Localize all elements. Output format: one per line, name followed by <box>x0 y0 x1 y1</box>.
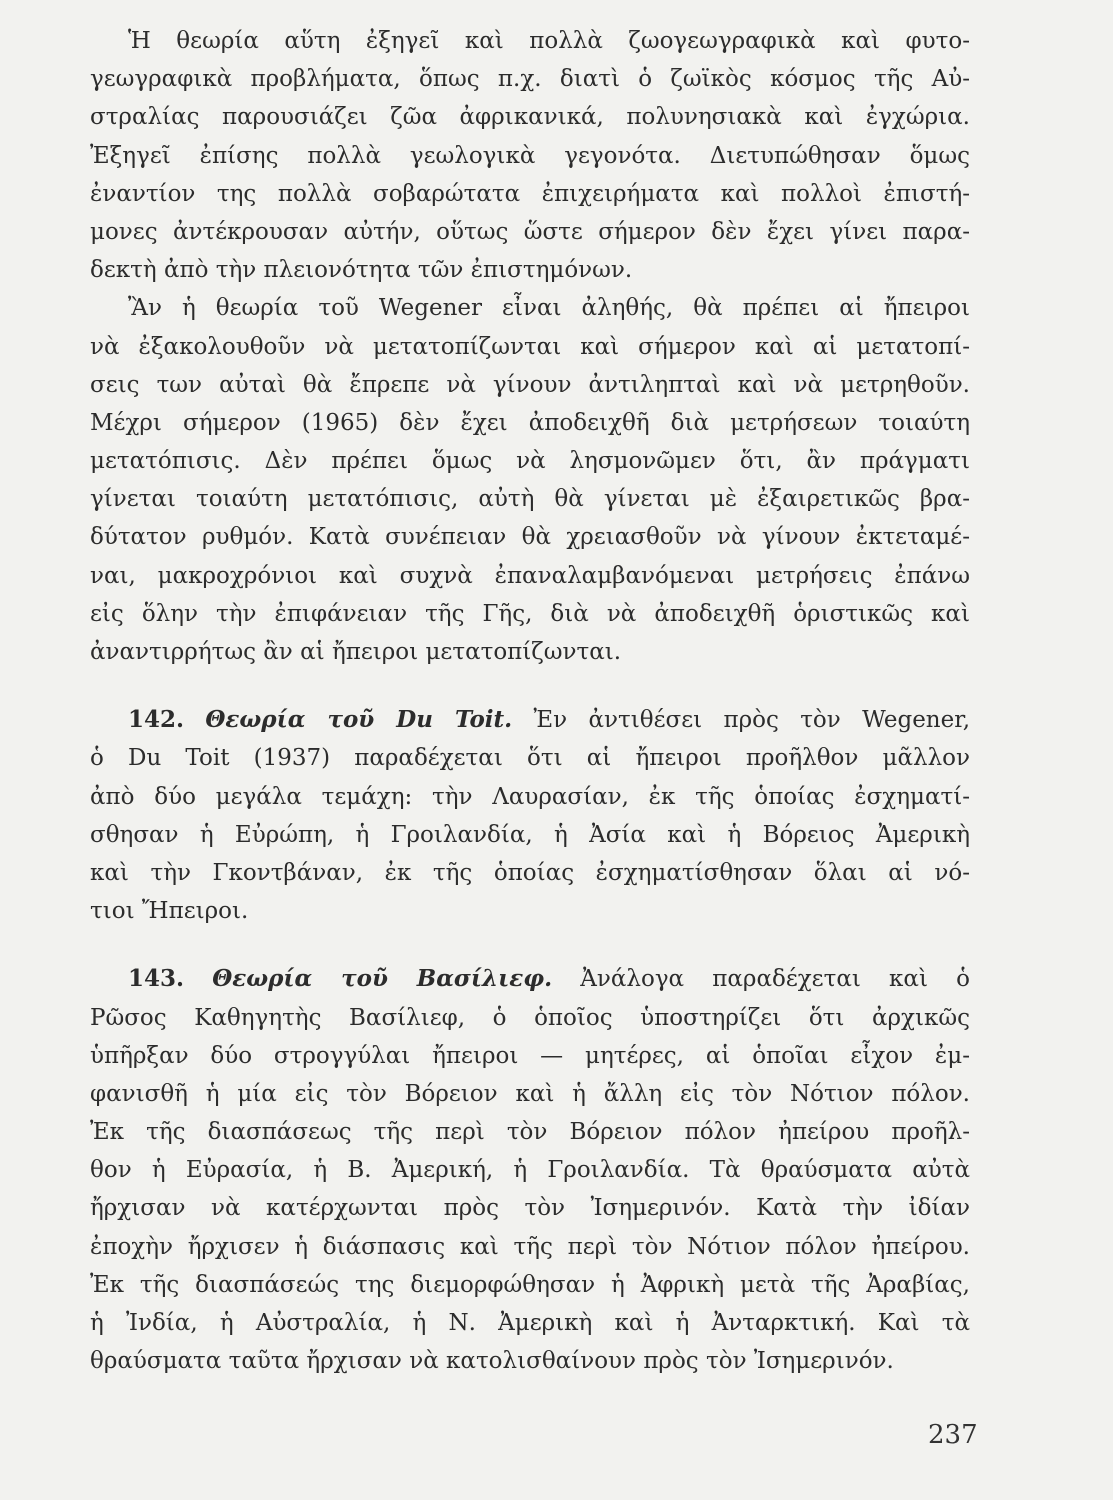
text-line: Ἐξηγεῖ ἐπίσης πολλὰ γεωλογικὰ γεγονότα. Διετυπώθησαν ὅμως <box>90 142 970 169</box>
section-title: Θεωρία τοῦ Βασίλιεφ. <box>212 965 553 993</box>
text-line: καὶ τὴν Γκοντβάναν, ἐκ τῆς ὁποίας ἐσχηματίσθησαν ὅλαι αἱ νό- <box>90 859 970 886</box>
text-line: ἀπὸ δύο μεγάλα τεμάχη: τὴν Λαυρασίαν, ἐκ τῆς ὁποίας ἐσχηματί- <box>90 783 970 810</box>
body-text <box>90 22 970 1380</box>
section-heading-rest: Ἀνάλογα παραδέχεται καὶ ὁ <box>580 966 970 993</box>
text-line: Ἐκ τῆς διασπάσεώς της διεμορφώθησαν ἡ Ἀφρικὴ μετὰ τῆς Ἀραβίας, <box>90 1271 970 1298</box>
text-line: θον ἡ Εὐρασία, ἡ Β. Ἀμερική, ἡ Γροιλανδία. Τὰ θραύσματα αὐτὰ <box>90 1157 970 1184</box>
text-line: εἰς ὅλην τὴν ἐπιφάνειαν τῆς Γῆς, διὰ νὰ ἀποδειχθῆ ὁριστικῶς καὶ <box>90 600 970 627</box>
text-line: Ἡ θεωρία αὕτη ἐξηγεῖ καὶ πολλὰ ζωογεωγραφικὰ καὶ φυτο- <box>128 28 970 54</box>
text-line: Μέχρι σήμερον (1965) δὲν ἔχει ἀποδειχθῆ διὰ μετρήσεων τοιαύτη <box>90 409 970 436</box>
text-line: ἐναντίον της πολλὰ σοβαρώτατα ἐπιχειρήματα καὶ πολλοὶ ἐπιστή- <box>90 180 970 207</box>
text-line: ναι, μακροχρόνιοι καὶ συχνὰ ἐπαναλαμβανόμεναι μετρήσεις ἐπάνω <box>90 562 970 589</box>
section-heading-line <box>90 960 970 998</box>
text-line: μετατόπισις. Δὲν πρέπει ὅμως νὰ λησμονῶμεν ὅτι, ἂν πράγματι <box>90 448 970 475</box>
text-line: τιοι Ἤπειροι. <box>90 898 249 925</box>
text-line: ἤρχισαν νὰ κατέρχωνται πρὸς τὸν Ἰσημερινόν. Κατὰ τὴν ἰδίαν <box>90 1195 970 1222</box>
text-line: στραλίας παρουσιάζει ζῶα ἀφρικανικά, πολυνησιακὰ καὶ ἐγχώρια. <box>90 104 970 131</box>
section-142 <box>90 701 970 930</box>
section-143 <box>90 960 970 1380</box>
section-heading-rest: Ἐν ἀντιθέσει πρὸς τὸν Wegener, <box>533 707 971 734</box>
text-line: ἡ Ἰνδία, ἡ Αὐστραλία, ἡ Ν. Ἀμερικὴ καὶ ἡ Ἀνταρκτική. Καὶ τὰ <box>90 1310 970 1336</box>
text-line: σεις των αὐταὶ θὰ ἔπρεπε νὰ γίνουν ἀντιληπταὶ καὶ νὰ μετρηθοῦν. <box>90 371 970 398</box>
text-line: θραύσματα ταῦτα ἤρχισαν νὰ κατολισθαίνουν πρὸς τὸν Ἰσημερινόν. <box>90 1348 894 1375</box>
text-line: σθησαν ἡ Εὐρώπη, ἡ Γροιλανδία, ἡ Ἀσία καὶ ἡ Βόρειος Ἀμερικὴ <box>90 821 970 848</box>
text-line: ἐποχὴν ἤρχισεν ἡ διάσπασις καὶ τῆς περὶ τὸν Νότιον πόλον ἠπείρου. <box>90 1233 970 1260</box>
paragraph-2 <box>90 289 970 671</box>
text-line: ὁ Du Toit (1937) παραδέχεται ὅτι αἱ ἤπειροι προῆλθον μᾶλλον <box>90 745 970 772</box>
text-line: δύτατον ρυθμόν. Κατὰ συνέπειαν θὰ χρειασθοῦν νὰ γίνουν ἐκτεταμέ- <box>90 524 970 551</box>
page-number: 237 <box>928 1420 978 1450</box>
text-line: ἀναντιρρήτως ἂν αἱ ἤπειροι μετατοπίζωνται. <box>90 639 622 665</box>
section-gap <box>90 930 970 960</box>
text-line: φανισθῆ ἡ μία εἰς τὸν Βόρειον καὶ ἡ ἄλλη εἰς τὸν Νότιον πόλον. <box>90 1080 970 1107</box>
section-heading-line <box>90 701 970 739</box>
paragraph-1 <box>90 22 970 289</box>
section-number: 143. <box>128 965 185 993</box>
text-line: μονες ἀντέκρουσαν αὐτήν, οὕτως ὥστε σήμερον δὲν ἔχει γίνει παρα- <box>90 218 970 245</box>
text-line: νὰ ἐξακολουθοῦν νὰ μετατοπίζωνται καὶ σήμερον καὶ αἱ μετατοπί- <box>90 333 970 360</box>
text-line: γεωγραφικὰ προβλήματα, ὅπως π.χ. διατὶ ὁ ζωϊκὸς κόσμος τῆς Αὐ- <box>90 66 970 93</box>
section-number: 142. <box>128 706 185 734</box>
text-line: ὑπῆρξαν δύο στρογγύλαι ἤπειροι — μητέρες, αἱ ὁποῖαι εἶχον ἐμ- <box>90 1042 970 1069</box>
text-line: Ρῶσος Καθηγητὴς Βασίλιεφ, ὁ ὁποῖος ὑποστηρίζει ὅτι ἀρχικῶς <box>90 1004 970 1031</box>
section-gap <box>90 671 970 701</box>
text-line: γίνεται τοιαύτη μετατόπισις, αὐτὴ θὰ γίνεται μὲ ἐξαιρετικῶς βρα- <box>90 486 970 513</box>
text-line: δεκτὴ ἀπὸ τὴν πλειονότητα τῶν ἐπιστημόνων. <box>90 257 633 284</box>
text-line: Ἂν ἡ θεωρία τοῦ Wegener εἶναι ἀληθής, θὰ πρέπει αἱ ἤπειροι <box>128 295 970 322</box>
section-title: Θεωρία τοῦ Du Toit. <box>205 706 513 734</box>
text-line: Ἐκ τῆς διασπάσεως τῆς περὶ τὸν Βόρειον πόλον ἠπείρου προῆλ- <box>90 1119 970 1146</box>
